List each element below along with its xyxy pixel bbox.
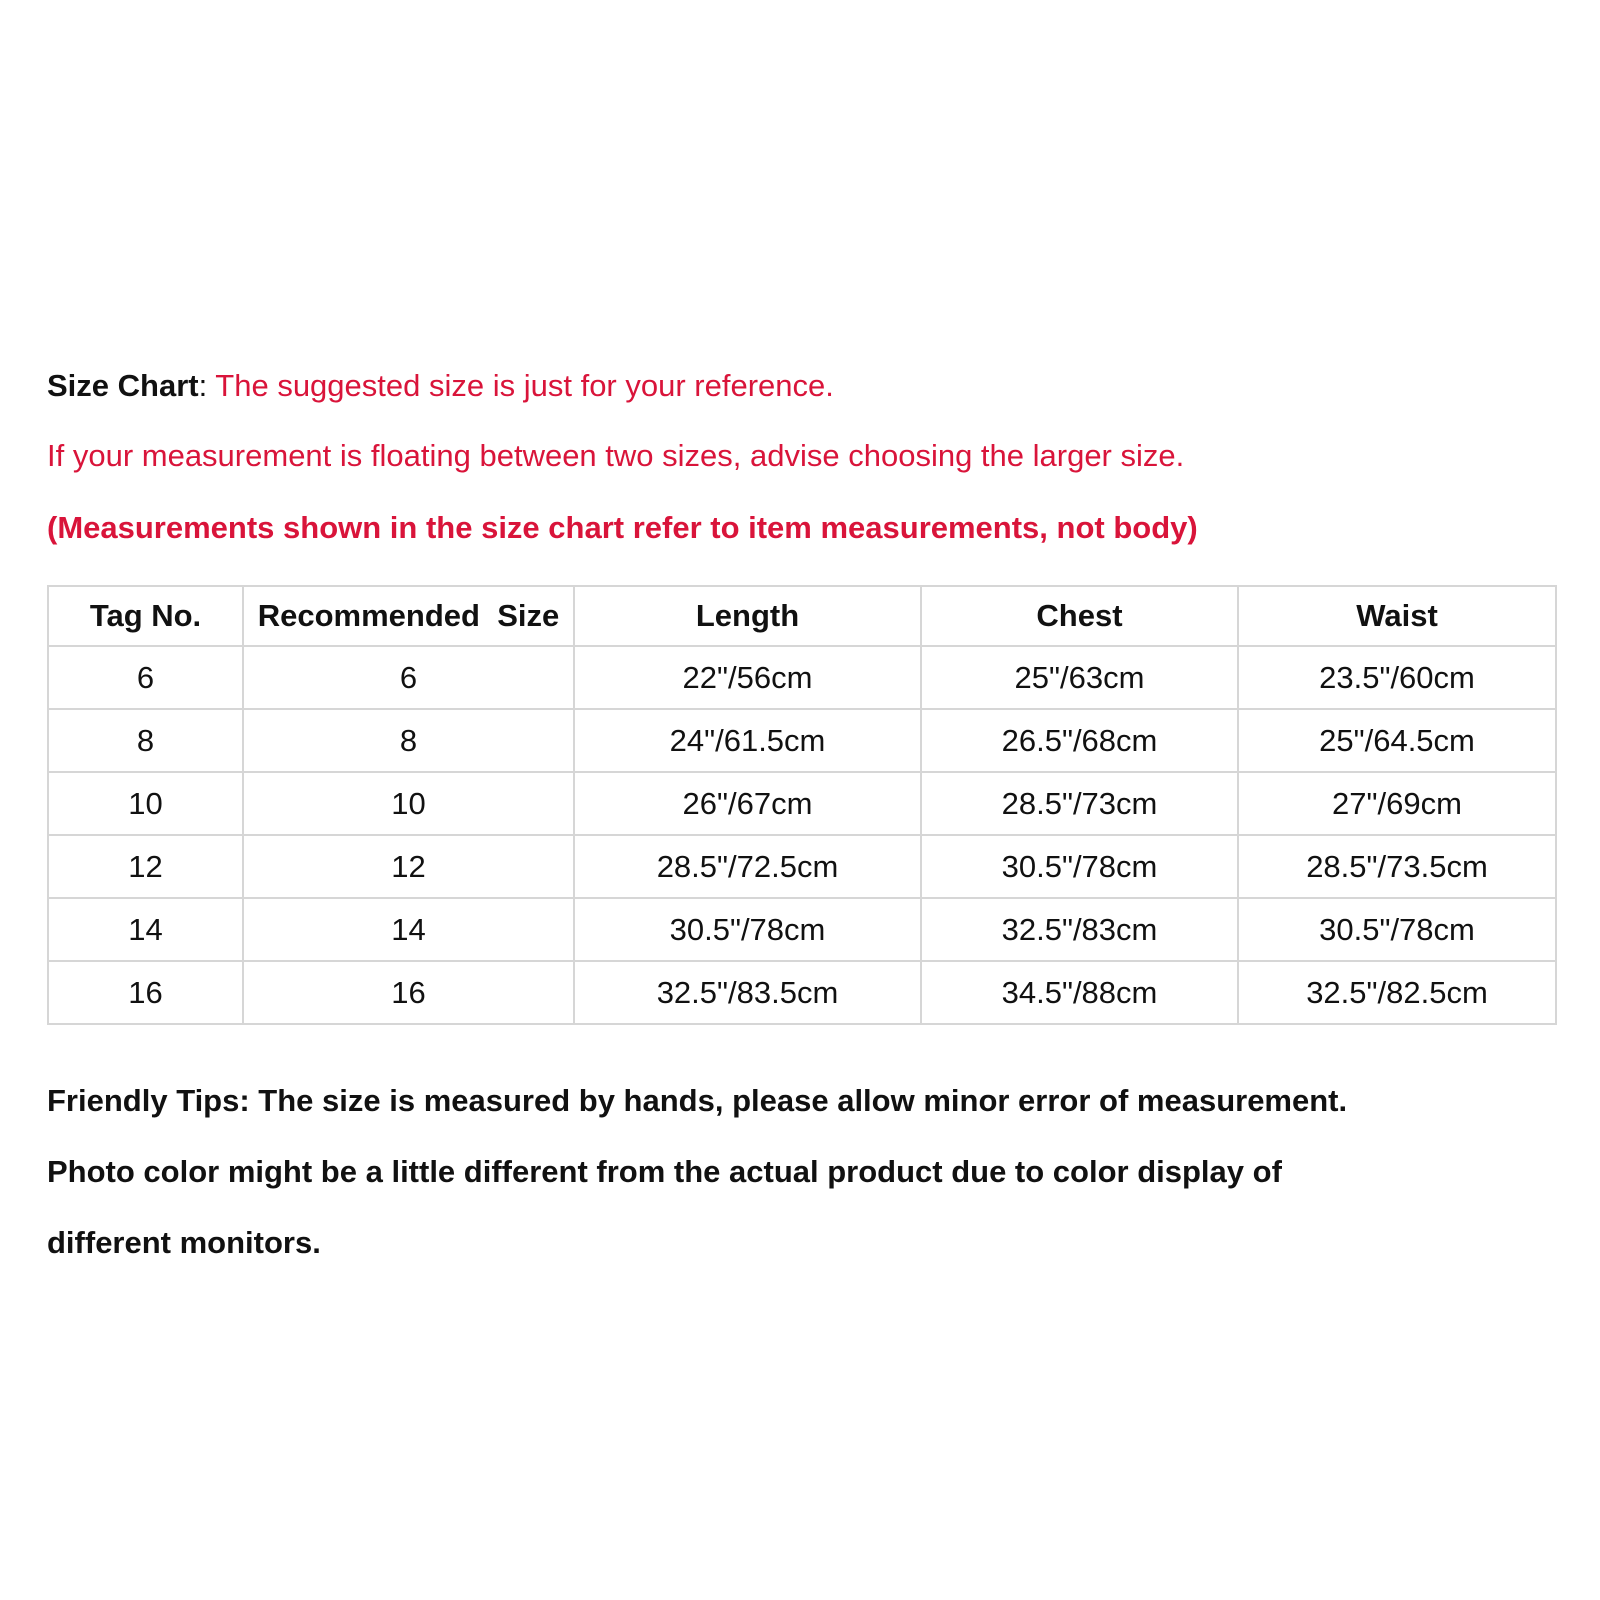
cell-recommended-size: 8 bbox=[243, 709, 574, 772]
cell-recommended-size: 16 bbox=[243, 961, 574, 1024]
cell-length: 32.5"/83.5cm bbox=[574, 961, 921, 1024]
header-length: Length bbox=[574, 586, 921, 646]
friendly-tips-color: Photo color might be a little different from the actual product due to color display of bbox=[47, 1154, 1282, 1189]
cell-chest: 30.5"/78cm bbox=[921, 835, 1238, 898]
cell-chest: 26.5"/68cm bbox=[921, 709, 1238, 772]
size-table bbox=[47, 585, 1557, 1025]
cell-tag-no: 16 bbox=[48, 961, 243, 1024]
table-row bbox=[48, 772, 1556, 835]
table-header-row bbox=[48, 586, 1556, 646]
cell-chest: 32.5"/83cm bbox=[921, 898, 1238, 961]
reference-note: The suggested size is just for your reference. bbox=[207, 368, 834, 403]
header-tag-no: Tag No. bbox=[48, 586, 243, 646]
cell-waist: 30.5"/78cm bbox=[1238, 898, 1556, 961]
header-recommended-size: Recommended Size bbox=[243, 586, 574, 646]
cell-chest: 28.5"/73cm bbox=[921, 772, 1238, 835]
table-row bbox=[48, 835, 1556, 898]
cell-length: 22"/56cm bbox=[574, 646, 921, 709]
cell-recommended-size: 6 bbox=[243, 646, 574, 709]
cell-chest: 34.5"/88cm bbox=[921, 961, 1238, 1024]
table-row bbox=[48, 898, 1556, 961]
size-chart-label-separator: : bbox=[198, 368, 208, 403]
table-row bbox=[48, 709, 1556, 772]
cell-tag-no: 8 bbox=[48, 709, 243, 772]
size-chart-label: Size Chart bbox=[47, 368, 199, 403]
cell-length: 28.5"/72.5cm bbox=[574, 835, 921, 898]
cell-recommended-size: 14 bbox=[243, 898, 574, 961]
measurement-note: (Measurements shown in the size chart refer to item measurements, not body) bbox=[47, 510, 1198, 545]
table-row bbox=[48, 646, 1556, 709]
cell-waist: 32.5"/82.5cm bbox=[1238, 961, 1556, 1024]
table-row bbox=[48, 961, 1556, 1024]
cell-chest: 25"/63cm bbox=[921, 646, 1238, 709]
cell-length: 26"/67cm bbox=[574, 772, 921, 835]
header-chest: Chest bbox=[921, 586, 1238, 646]
cell-length: 24"/61.5cm bbox=[574, 709, 921, 772]
cell-waist: 27"/69cm bbox=[1238, 772, 1556, 835]
cell-recommended-size: 10 bbox=[243, 772, 574, 835]
floating-size-note: If your measurement is floating between two sizes, advise choosing the larger size. bbox=[47, 438, 1185, 473]
cell-tag-no: 14 bbox=[48, 898, 243, 961]
cell-tag-no: 12 bbox=[48, 835, 243, 898]
header-waist: Waist bbox=[1238, 586, 1556, 646]
cell-waist: 23.5"/60cm bbox=[1238, 646, 1556, 709]
friendly-tips-color-continued: different monitors. bbox=[47, 1225, 321, 1260]
cell-length: 30.5"/78cm bbox=[574, 898, 921, 961]
cell-tag-no: 6 bbox=[48, 646, 243, 709]
cell-tag-no: 10 bbox=[48, 772, 243, 835]
size-chart-intro bbox=[47, 366, 834, 406]
friendly-tips-measurement: Friendly Tips: The size is measured by hands, please allow minor error of measurement. bbox=[47, 1083, 1348, 1118]
cell-waist: 28.5"/73.5cm bbox=[1238, 835, 1556, 898]
cell-recommended-size: 12 bbox=[243, 835, 574, 898]
cell-waist: 25"/64.5cm bbox=[1238, 709, 1556, 772]
